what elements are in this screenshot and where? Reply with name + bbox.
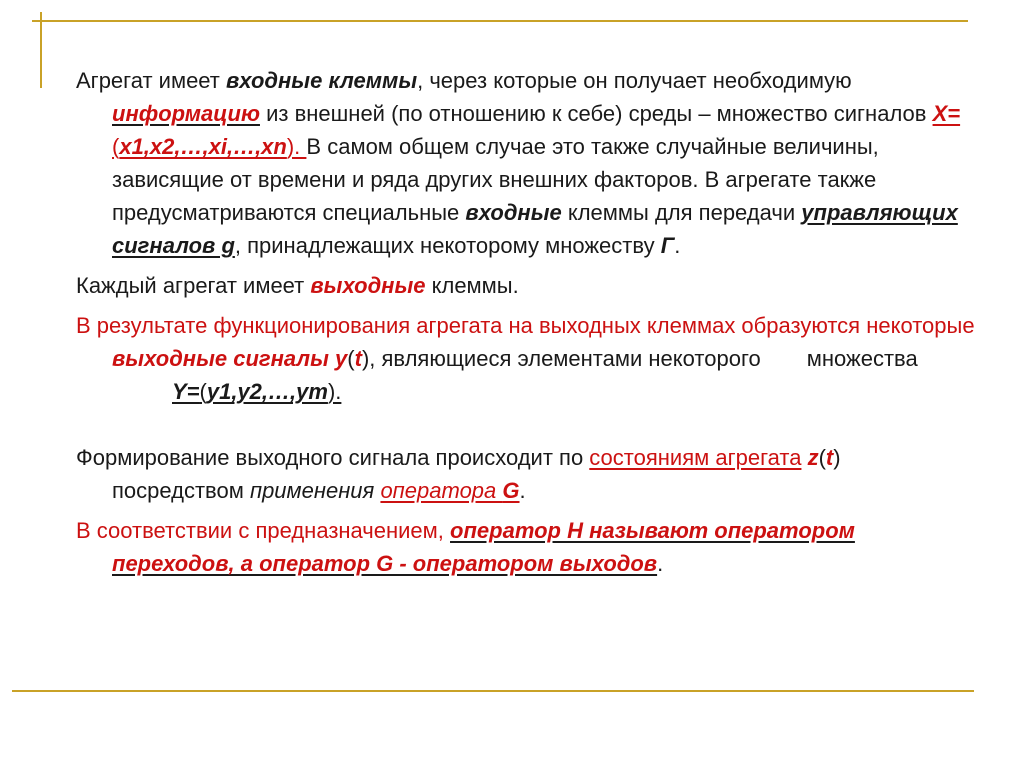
text-span: множества — [806, 346, 918, 371]
text-span-red: В соответствии с предназначением, — [76, 518, 451, 543]
frame-top-line — [32, 20, 968, 22]
term-control-signals: управляющих сигналов g — [112, 200, 958, 258]
term-information: информацию — [112, 101, 260, 126]
text-span: Агрегат имеет — [76, 68, 226, 93]
term-operator: оператора — [380, 478, 503, 503]
text-span: ), являющиеся элементами некоторого — [361, 346, 761, 371]
text-span: . — [519, 478, 526, 503]
symbol-t: t — [825, 445, 834, 470]
formula-x-set: x1,x2,…,xi,…,xn — [119, 134, 287, 159]
text-span: ) посредством — [112, 445, 841, 503]
term-operators-definition: оператор H называют оператором переходов, а оператор G - оператором выходов — [112, 518, 855, 576]
paragraph-operators — [76, 514, 976, 580]
text-span: В самом общем случае это также случайные величины, зависящие от времени и ряда других внешних факторов. В агрегате также предусматриваются специальные — [112, 134, 879, 225]
symbol-g: G — [502, 478, 520, 503]
symbol-z: z — [807, 445, 819, 470]
formula-paren: ( — [199, 379, 207, 404]
symbol-y: y — [335, 346, 348, 371]
term-application: применения — [249, 478, 375, 503]
formula-paren: ). — [327, 379, 342, 404]
text-span: , через которые он получает необходимую — [417, 68, 852, 93]
text-span: клеммы для передачи — [561, 200, 802, 225]
term-output: выходные — [310, 273, 426, 298]
text-span: клеммы. — [425, 273, 519, 298]
formula-paren: ). — [286, 134, 307, 159]
formula-paren: ( — [112, 134, 120, 159]
paragraph-output-formation — [76, 441, 976, 507]
text-span-red: В результате функционирования агрегата на выходных клеммах образуются некоторые — [76, 313, 975, 338]
frame-bottom-line — [12, 690, 974, 692]
text-span: , принадлежащих некоторому множеству — [234, 233, 661, 258]
paragraph-input-terminals — [76, 64, 976, 262]
paragraph-output-terminals — [76, 269, 976, 302]
formula-paren: ( — [818, 445, 826, 470]
term-input: входные — [465, 200, 562, 225]
slide-content — [76, 64, 976, 587]
text-span: . — [674, 233, 681, 258]
term-aggregate-states: состояниям агрегата — [589, 445, 802, 470]
text-span: Формирование выходного сигнала происходит по — [76, 445, 590, 470]
text-span: Каждый агрегат имеет — [76, 273, 311, 298]
term-gamma-set: Г — [660, 233, 675, 258]
paragraph-output-signals — [76, 309, 976, 408]
formula-x-symbol: X= — [932, 101, 961, 126]
text-span: из внешней (по отношению к себе) среды – множество сигналов — [259, 101, 933, 126]
term-output-signals: выходные сигналы — [112, 346, 329, 371]
symbol-t: t — [354, 346, 362, 371]
formula-paren: ( — [347, 346, 355, 371]
formula-y-set: y1,y2,…,ym — [206, 379, 328, 404]
text-span: . — [657, 551, 664, 576]
formula-y-symbol: Y= — [172, 379, 200, 404]
term-input-terminals: входные клеммы — [226, 68, 418, 93]
frame-left-line — [40, 12, 42, 88]
